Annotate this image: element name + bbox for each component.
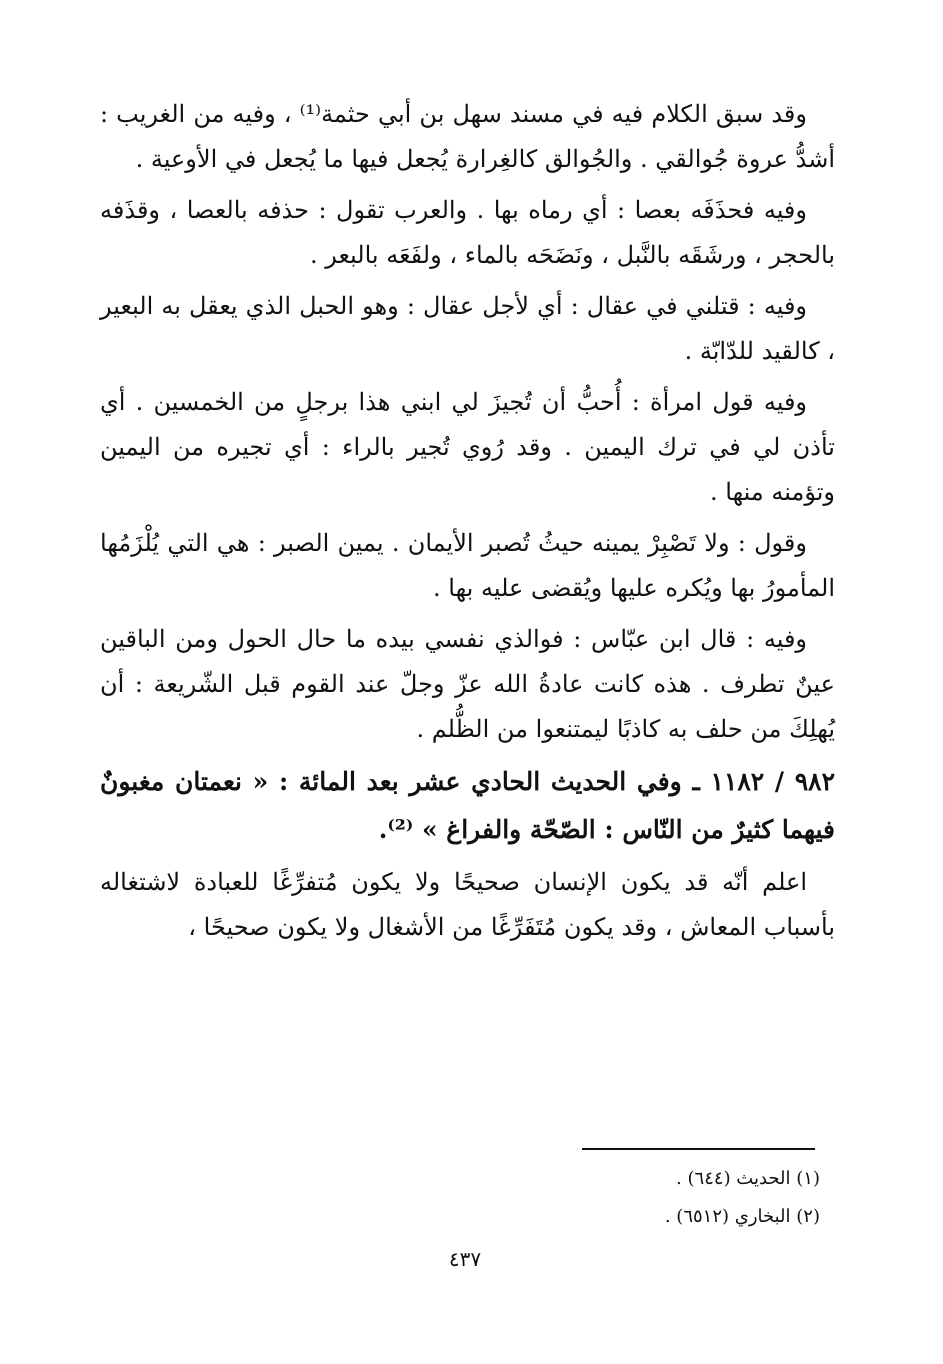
footnote-1: (١) الحديث (٦٤٤) . bbox=[676, 1168, 820, 1189]
paragraph-6: وفيه : قال ابن عبّاس : فوالذي نفسي بيده ما حال الحول ومن الباقين عينٌ تطرف . هذه كانت عادةُ الله عزّ وجلّ عند القوم قبل الشّريعة : أن يُهلِكَ من حلف به كاذبًا ليمتنعوا من الظُّلم . bbox=[100, 625, 835, 743]
footnote-divider bbox=[582, 1148, 815, 1150]
main-text bbox=[100, 92, 835, 956]
hadith-heading bbox=[100, 758, 835, 854]
closing-paragraph: اعلم أنّه قد يكون الإنسان صحيحًا ولا يكون مُتفرِّغًا للعبادة لاشتغاله بأسباب المعاش ، وقد يكون مُتَفَرِّغًا من الأشغال ولا يكون صحيحًا ، bbox=[100, 868, 835, 941]
paragraph-4: وفيه قول امرأة : أُحبُّ أن تُجيزَ لي ابني هذا برجلٍ من الخمسين . أي تأذن لي في ترك اليمين . وقد رُوي تُجير بالراء : أي تجيره من اليمين وتؤمنه منها . bbox=[100, 388, 835, 506]
page-number: ٤٣٧ bbox=[448, 1247, 482, 1271]
paragraph-3: وفيه : قتلني في عقال : أي لأجل عقال : وهو الحبل الذي يعقل به البعير ، كالقيد للدّابّة . bbox=[100, 292, 835, 365]
paragraph-2: وفيه فحذَفَه بعصا : أي رماه بها . والعرب تقول : حذفه بالعصا ، وقذَفه بالحجر ، ورشَقَه بالنَّبل ، ونَضَحَه بالماء ، ولفَعَه بالبعر . bbox=[100, 196, 835, 269]
footnotes bbox=[400, 1160, 820, 1236]
paragraph-5: وقول : ولا تَصْبِرْ يمينه حيثُ تُصبر الأيمان . يمين الصبر : هي التي يُلْزَمُها المأمورُ بها ويُكره عليها ويُقضى عليه بها . bbox=[100, 529, 835, 602]
footnote-2: (٢) البخاري (٦٥١٢) . bbox=[664, 1206, 820, 1227]
hadith-text: وفي الحديث الحادي عشر بعد المائة : « نعمتان مغبونٌ فيهما كثيرٌ من النّاس : الصّحّة والفراغ » ⁽²⁾. bbox=[100, 767, 835, 844]
hadith-number: ٩٨٢ / ١١٨٢ ـ bbox=[692, 767, 836, 796]
paragraph-1: وقد سبق الكلام فيه في مسند سهل بن أبي حثمة⁽¹⁾ ، وفيه من الغريب : أشدُّ عروة جُوالقي . والجُوالق كالغِرارة يُجعل فيها ما يُجعل في الأوعية . bbox=[100, 100, 835, 173]
